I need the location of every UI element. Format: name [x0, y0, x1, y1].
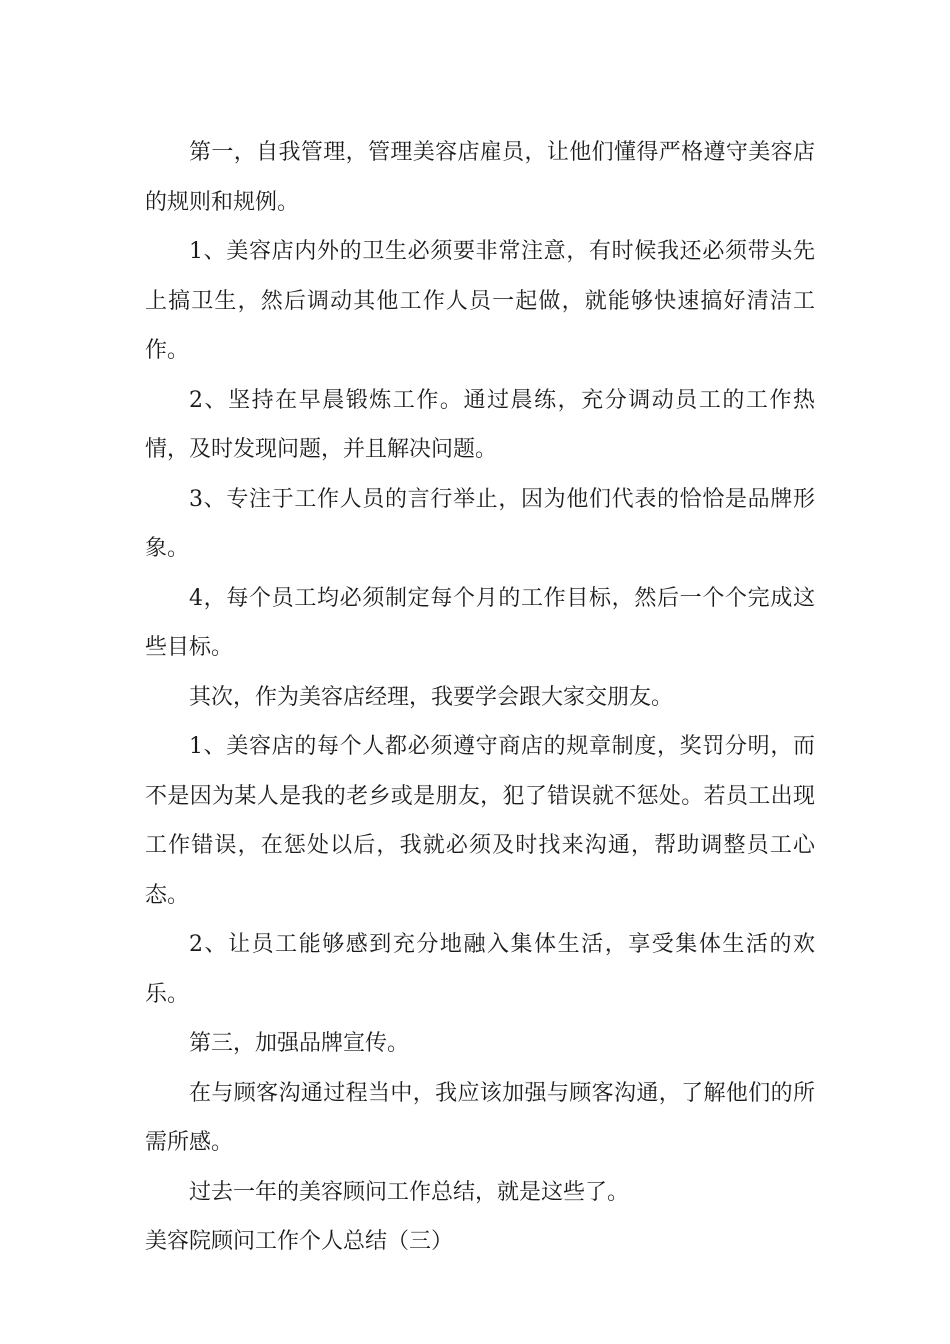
- paragraph: 1、美容店内外的卫生必须要非常注意，有时候我还必须带头先上搞卫生，然后调动其他工作人员一起做，就能够快速搞好清洁工作。: [145, 239, 815, 363]
- paragraph: 其次，作为美容店经理，我要学会跟大家交朋友。: [189, 684, 674, 710]
- paragraph: 2、坚持在早晨锻炼工作。通过晨练，充分调动员工的工作热情，及时发现问题，并且解决问题。: [145, 387, 815, 462]
- document-body: [145, 128, 815, 1267]
- paragraph: 第三，加强品牌宣传。: [189, 1031, 410, 1056]
- paragraph: 1、美容店的每个人都必须遵守商店的规章制度，奖罚分明，而不是因为某人是我的老乡或是朋友，犯了错误就不惩处。若员工出现工作错误，在惩处以后，我就必须及时找来沟通，帮助调整员工心态。: [145, 734, 815, 908]
- paragraph: 2、让员工能够感到充分地融入集体生活，享受集体生活的欢乐。: [145, 932, 815, 1007]
- paragraph: 4，每个员工均必须制定每个月的工作目标，然后一个个完成这些目标。: [145, 585, 815, 660]
- paragraph: 第一，自我管理，管理美容店雇员，让他们懂得严格遵守美容店的规则和规例。: [145, 140, 815, 215]
- section-heading: 美容院顾问工作个人总结（三）: [145, 1229, 454, 1254]
- paragraph: 过去一年的美容顾问工作总结，就是这些了。: [189, 1179, 630, 1205]
- paragraph: 在与顾客沟通过程当中，我应该加强与顾客沟通，了解他们的所需所感。: [145, 1080, 815, 1155]
- paragraph: 3、专注于工作人员的言行举止，因为他们代表的恰恰是品牌形象。: [145, 486, 815, 561]
